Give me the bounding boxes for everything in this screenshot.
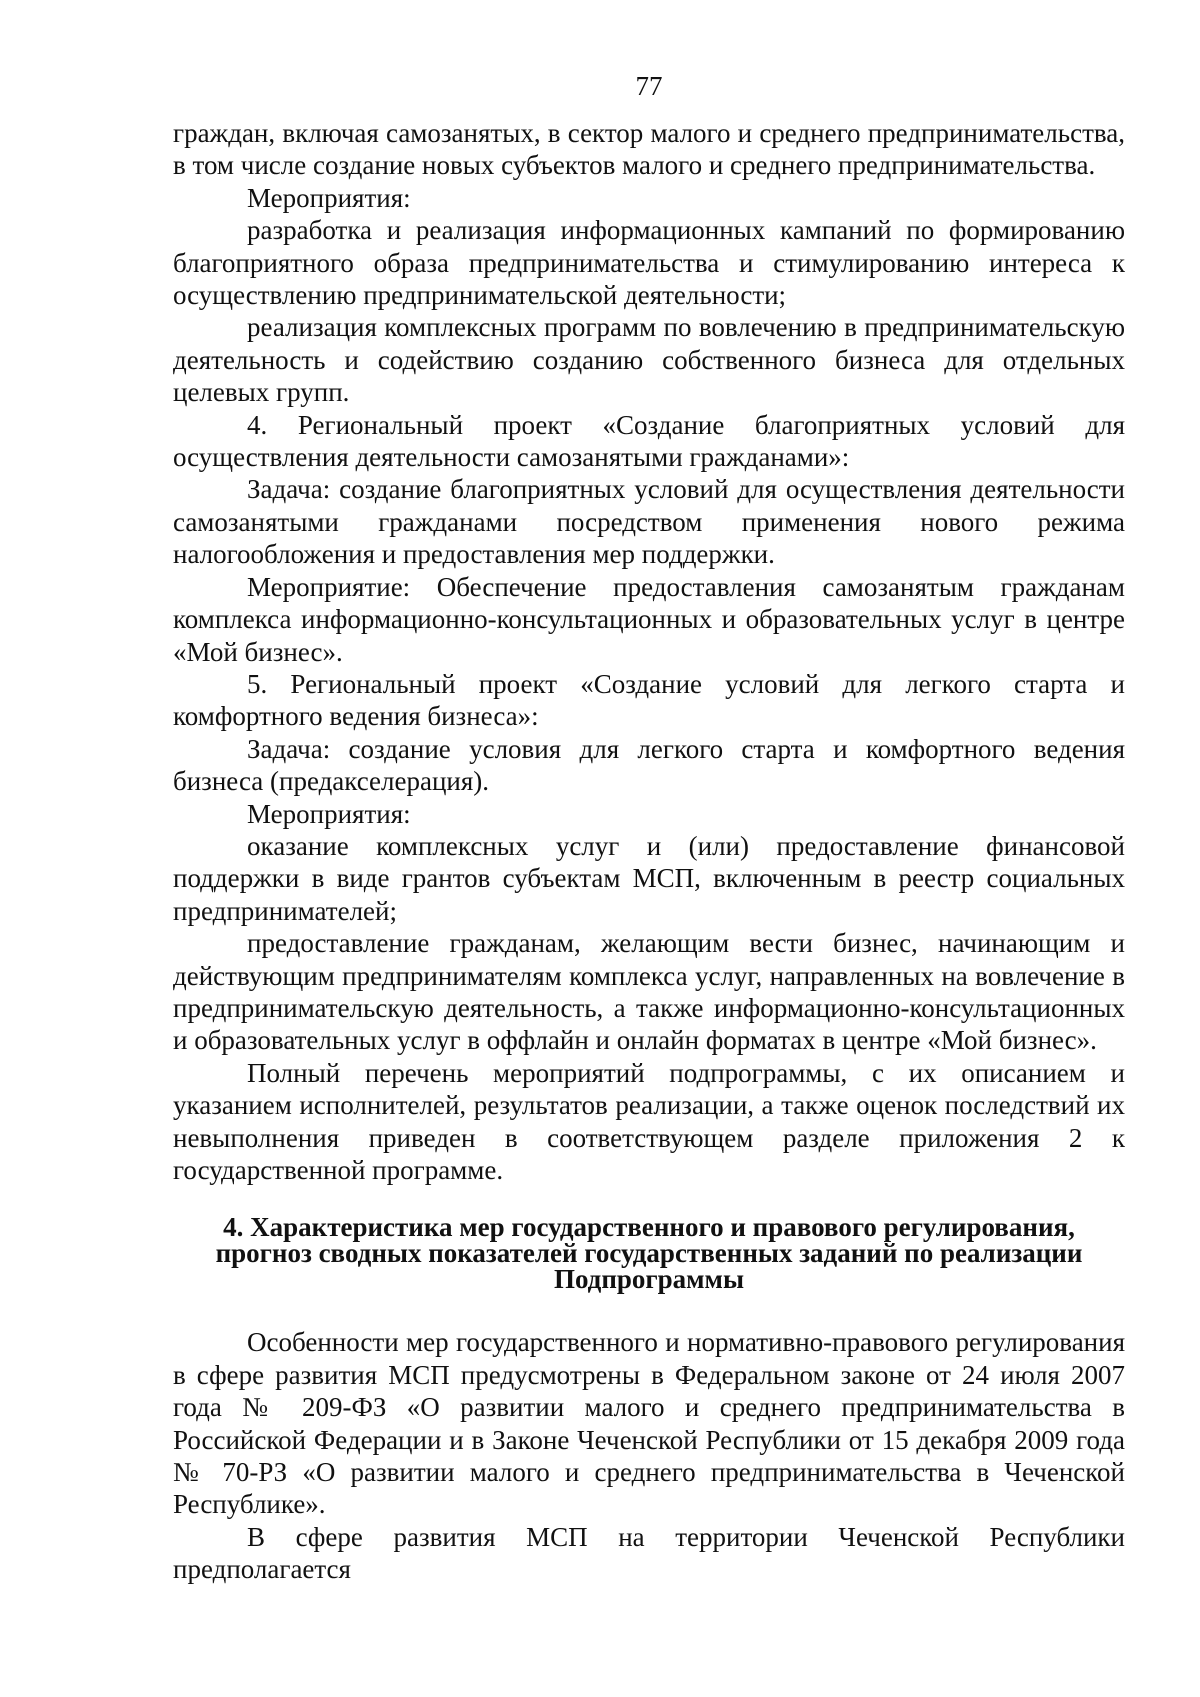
- paragraph: предоставление гражданам, желающим вести бизнес, начинающим и действующим предпринимателям комплекса услуг, направленных на вовлечение в предпринимательскую деятельность, а также информационно-консультационных и образовательных услуг в оффлайн и онлайн форматах в центре «Мой бизнес».: [173, 928, 1125, 1056]
- paragraph: Мероприятия:: [247, 798, 411, 829]
- paragraph: Мероприятия:: [247, 182, 411, 213]
- paragraph: Задача: создание благоприятных условий для осуществления деятельности самозанятыми гражданами посредством применения нового режима налогообложения и предоставления мер поддержки.: [173, 474, 1125, 570]
- paragraph: В сфере развития МСП на территории Чеченской Республики предполагается: [173, 1521, 1125, 1585]
- paragraph: Полный перечень мероприятий подпрограммы, с их описанием и указанием исполнителей, результатов реализации, а также оценок последствий их невыполнения приведен в соответствующем разделе приложения 2 к государственной программе.: [173, 1057, 1125, 1185]
- document-body: [173, 117, 1125, 1586]
- paragraph: оказание комплексных услуг и (или) предоставление финансовой поддержки в виде грантов субъектам МСП, включенным в реестр социальных предпринимателей;: [173, 830, 1125, 926]
- section-heading-line: Подпрограммы: [553, 1264, 745, 1295]
- paragraph: 4. Региональный проект «Создание благоприятных условий для осуществления деятельности самозанятыми гражданами»:: [173, 409, 1125, 473]
- page-number: 77: [635, 71, 663, 101]
- paragraph: реализация комплексных программ по вовлечению в предпринимательскую деятельность и содействию созданию собственного бизнеса для отдельных целевых групп.: [173, 312, 1125, 408]
- paragraph: Особенности мер государственного и нормативно-правового регулирования в сфере развития МСП предусмотрены в Федеральном законе от 24 июля 2007 года № 209-ФЗ «О развитии малого и среднего предпринимательства в Российской Федерации и в Законе Чеченской Республики от 15 декабря 2009 года № 70-РЗ «О развитии малого и среднего предпринимательства в Чеченской Республике».: [173, 1327, 1125, 1520]
- paragraph: Задача: создание условия для легкого старта и комфортного ведения бизнеса (предакселерация).: [173, 733, 1125, 797]
- section-heading-line: 4. Характеристика мер государственного и правового регулирования,: [223, 1212, 1075, 1243]
- paragraph: граждан, включая самозанятых, в сектор малого и среднего предпринимательства, в том числе создание новых субъектов малого и среднего предпринимательства.: [173, 118, 1125, 181]
- section-heading: [173, 1212, 1125, 1295]
- paragraph: Мероприятие: Обеспечение предоставления самозанятым гражданам комплекса информационно-консультационных и образовательных услуг в центре «Мой бизнес».: [173, 571, 1125, 667]
- section-heading-line: прогноз сводных показателей государственных заданий по реализации: [215, 1238, 1083, 1269]
- paragraph: 5. Региональный проект «Создание условий для легкого старта и комфортного ведения бизнеса»:: [173, 668, 1125, 732]
- paragraph: разработка и реализация информационных кампаний по формированию благоприятного образа предпринимательства и стимулированию интереса к осуществлению предпринимательской деятельности;: [173, 215, 1125, 311]
